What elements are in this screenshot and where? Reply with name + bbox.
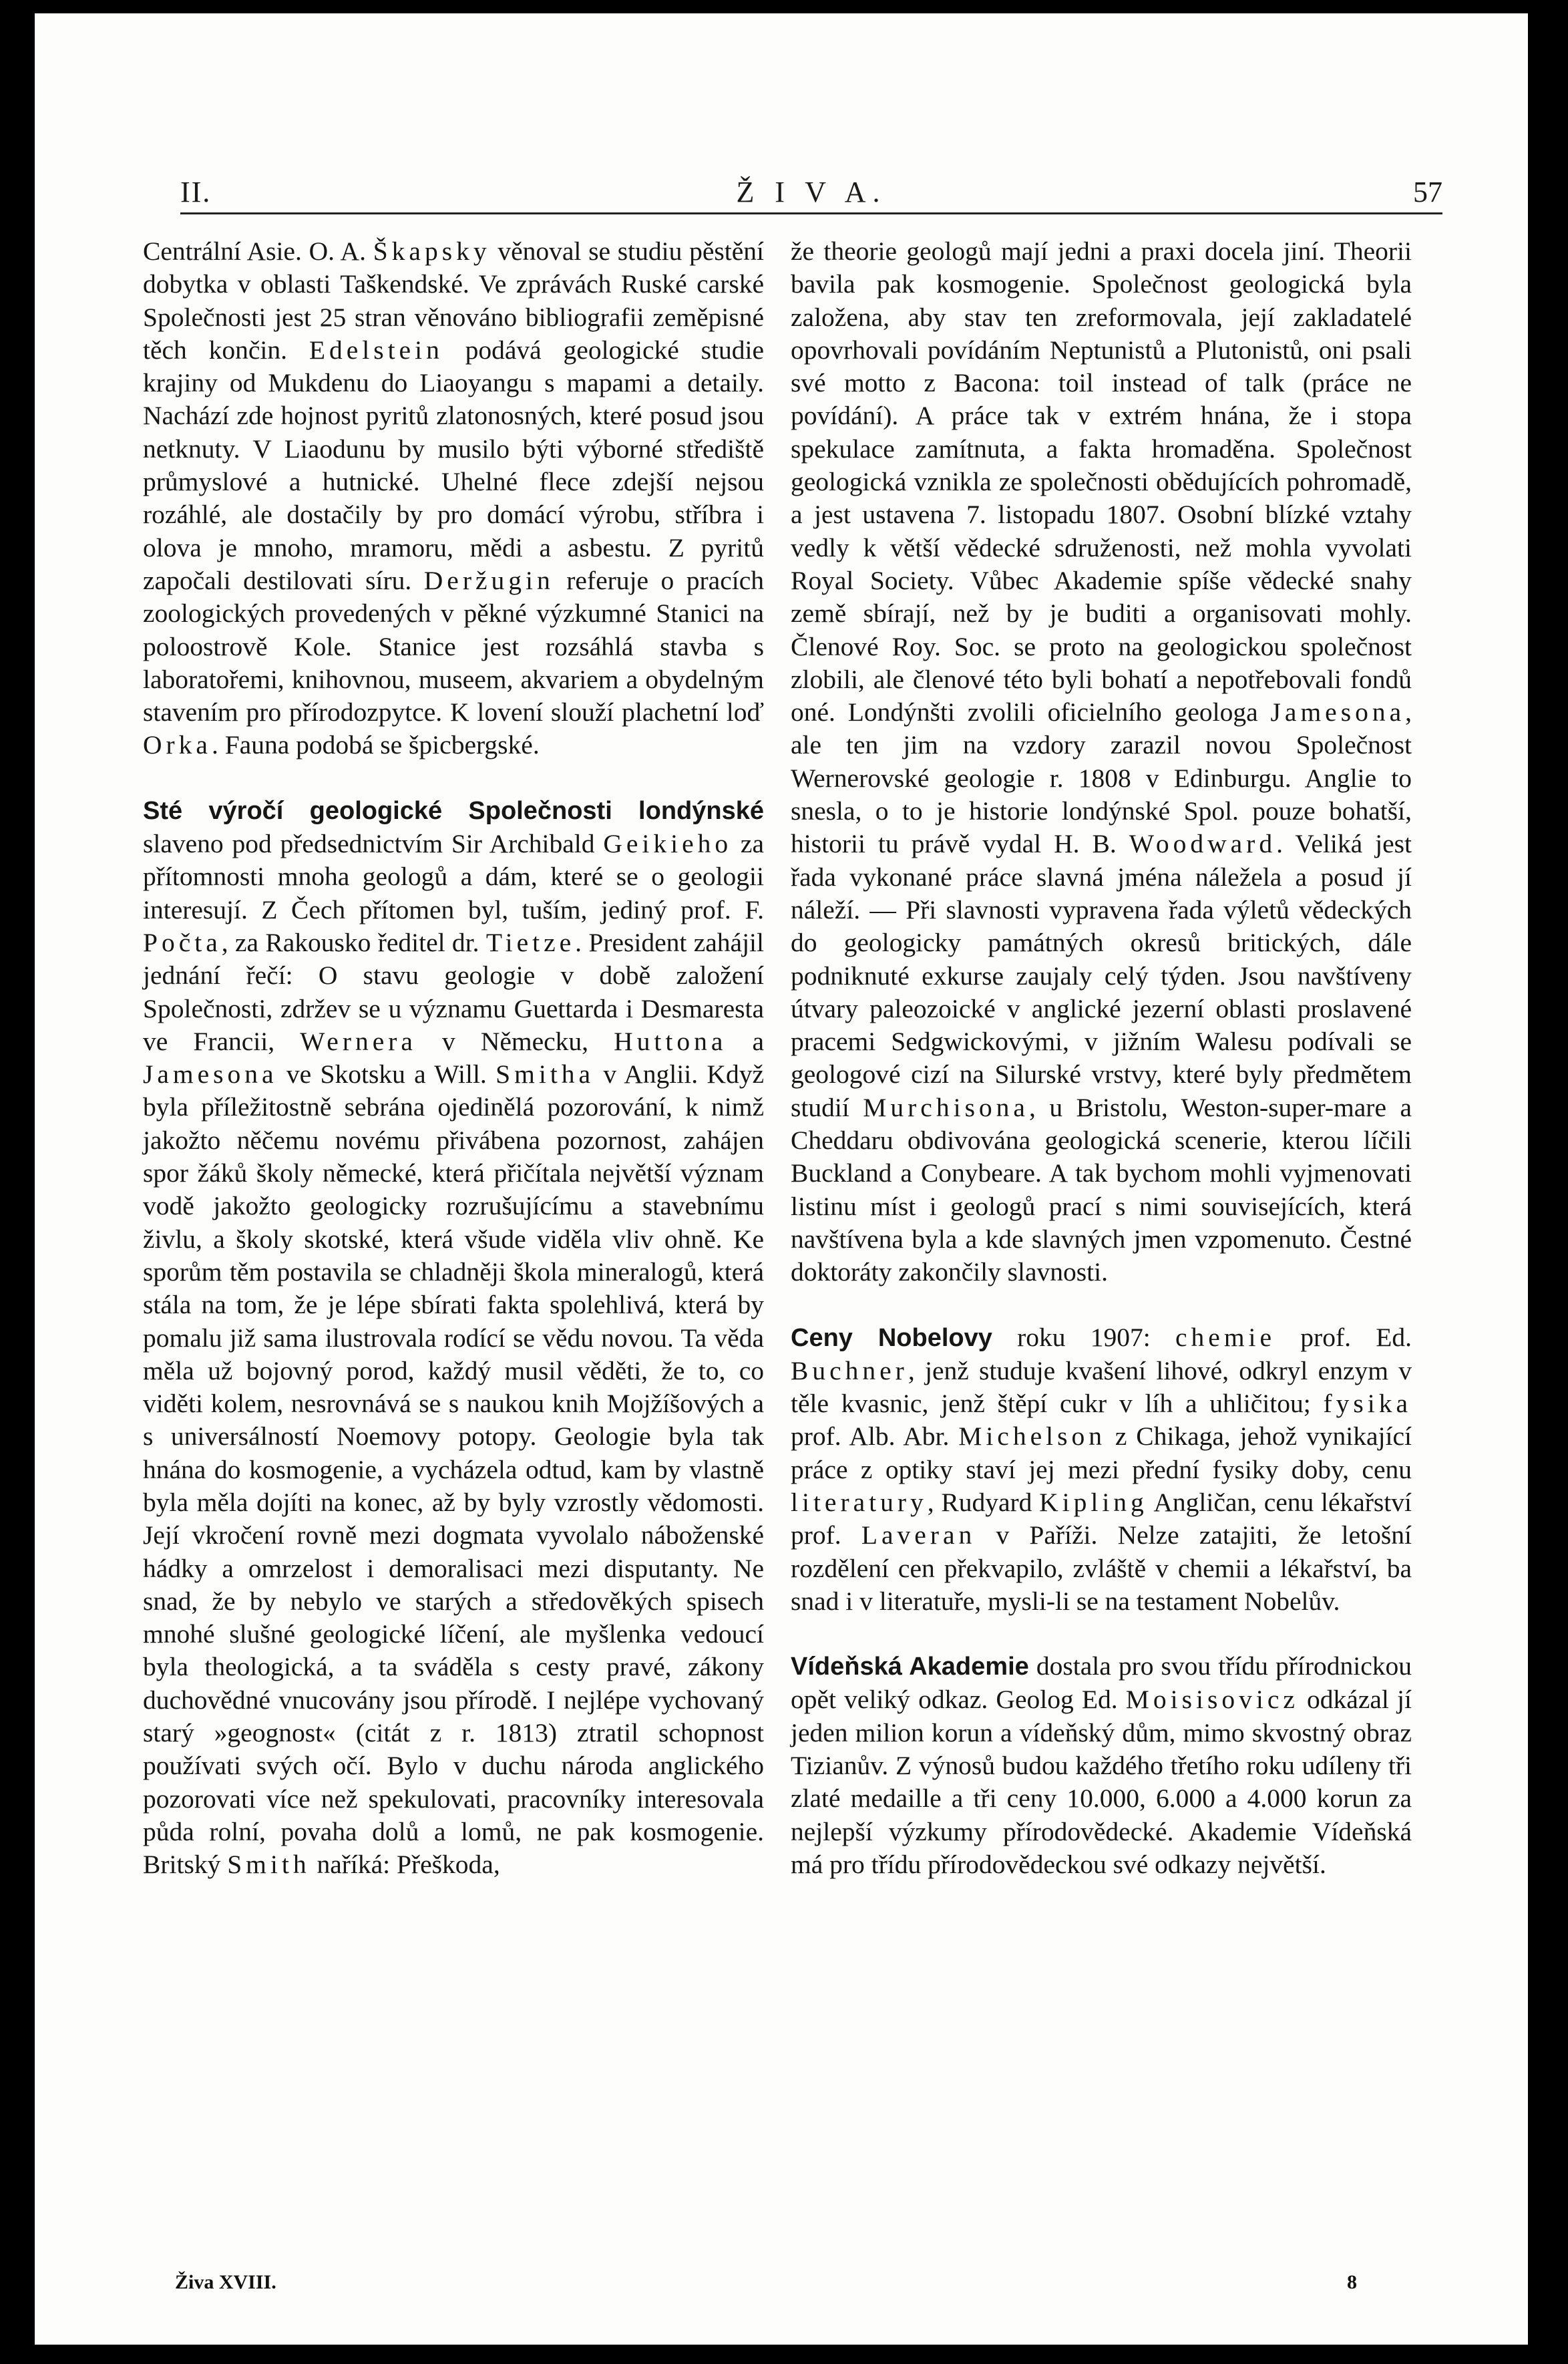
- text-run: , ale ten jim na vzdory zarazil novou Společnost Wernerovské geologie r. 1808 v Edinburgu. Anglie to snesla, o to je historie londýnské Spol. pouze bohatší, historii tu právě vydal H. B.: [791, 697, 1412, 859]
- text-run: ve Skotsku a Will.: [277, 1059, 496, 1089]
- text-run: v Paříži. Nelze zatajiti, že letošní rozdělení cen překvapilo, zvláště v chemii a lékařství, ba snad i v literatuře, mysli-li se na testament Nobelův.: [791, 1520, 1412, 1616]
- text-run: . Veliká jest řada vykonané práce slavná jména náležela a posud jí náleží. — Při slavnosti vypravena řada výletů vědeckých do geologicky památných okresů britických, dále podniknuté exkurse zaujaly celý týden. Jsou navštíveny útvary paleozoické v anglické jezerní oblasti proslavené pracemi Sedgwickovými, v jižním Walesu podívali se geologové cizí na Silurské vrstvy, které byly předmětem studií: [791, 829, 1412, 1122]
- paragraph-nobel-prizes: [791, 1321, 1412, 1619]
- spaced-name: Tietze: [485, 927, 576, 957]
- page: [35, 13, 1528, 2345]
- journal-title: Ž I V A.: [736, 176, 887, 208]
- page-footer: [175, 2271, 1357, 2298]
- spaced-name: Laveran: [861, 1520, 976, 1550]
- text-run: v Anglii. Když byla příležitostně sebrána ojedinělá pozorování, k nimž jakožto něčemu novému přivábena pozornost, zahájen spor žáků školy německé, která přičítala největší význam vodě jakožto geologicky rozrušujícímu a stavebnímu živlu, a školy skotské, která všude viděla vliv ohně. Ke sporům těm postavila se chladněji škola mineralogů, která stála na tom, že je lépe sbírati fakta spolehlivá, která by pomalu již sama ilustrovala rodící se vědu novou. Ta věda měla už bojovný porod, každý musil věděti, že to, co viděti kolem, nesrovnává se s naukou knih Mojžíšových a s universálností Noemovy potopy. Geologie byla tak hnána do kosmogenie, a vycházela odtud, kam by vlastně byla měla dojíti na konec, až by byly vzrostly vědomosti. Její vkročení rovně mezi dogmata vyvolalo náboženské hádky a omrzelost i demoralisaci mezi disputanty. Ne snad, že by nebylo ve starých a středověkých spisech mnohé slušné geologické líčení, ale myšlenka vedoucí byla theologická, a ta sváděla s cesty pravé, zákony duchovědné vnucovány jsou přírodě. I nejlépe vychovaný starý »geognost« (citát z r. 1813) ztratil schopnost používati svých očí. Bylo v duchu národa anglického pozorovati více než spekulovati, pracovníky interesovala půda rolní, povaha dolů a lomů, ne pak kosmogenie. Britský: [143, 1059, 764, 1880]
- printer-signature: Živa XVIII.: [175, 2271, 276, 2293]
- text-run: za přítomnosti mnoha geologů a dám, které se o geologii interesují. Z Čech přítomen byl, tuším, jediný prof. F.: [143, 829, 764, 924]
- text-run: odkázal jí jeden milion korun a vídeňský dům, mimo skvostný obraz Tizianův. Z výnosů budou každého třetího roku udíleny tři zlaté medaille a tři ceny 10.000, 6.000 a 4.000 korun za nejlepší výzkumy přírodovědecké. Akademie Vídeňská má pro třídu přírodovědeckou své odkazy největší.: [791, 1685, 1412, 1879]
- spaced-name: Deržugin: [423, 565, 554, 595]
- spaced-name: Kipling: [1039, 1487, 1148, 1517]
- text-run: Angličan, cenu lékařství prof.: [791, 1487, 1412, 1550]
- spaced-name: Buchner: [791, 1355, 908, 1385]
- spaced-name: literatury: [791, 1487, 928, 1517]
- spaced-name: fysika: [1323, 1389, 1412, 1419]
- text-run: že theorie geologů mají jedni a praxi docela jiní. Theorii bavila pak kosmogenie. Společnost geologická byla založena, aby stav ten zreformovala, její zakladatelé opovrhovali povídáním Neptunistů a Plutonistů, oni psali své motto z Bacona: toil instead of talk (práce ne povídání). A práce tak v extrém hnána, že i stopa spekulace zamítnuta, a fakta hromaděna. Společnost geologická vznikla ze společnosti obědujících pohromadě, a jest ustavena 7. listopadu 1807. Osobní blízké vztahy vedly k větší vědecké sdruženosti, než mohla vyvolati Royal Society. Vůbec Akademie spíše vědecké snahy země sbírají, než by je buditi a organisovati mohly. Členové Roy. Soc. se proto na geologickou společnost zlobili, ale členové této byli bohatí a nepotřebovali fondů oné. Londýnšti zvolili oficielního geologa: [791, 236, 1412, 727]
- text-run: z Chikaga, jehož vynikající práce z optiky staví jej mezi přední fysiky doby, cenu: [791, 1421, 1412, 1484]
- spaced-name: Jamesona: [1270, 697, 1406, 727]
- text-run: , Rudyard: [927, 1487, 1040, 1517]
- spaced-name: chemie: [1175, 1322, 1276, 1352]
- section-heading: Sté výročí geologické Společnosti londýnské: [143, 796, 764, 825]
- spaced-name: Škapsky: [373, 236, 491, 266]
- text-run: . President zahájil jednání řečí: O stavu geologie v době založení Společnosti, zdržev se u významu Guettarda i Desmaresta ve Francii,: [143, 927, 764, 1056]
- paragraph-asia-studies: [143, 235, 764, 762]
- header-rule: [180, 212, 1442, 214]
- spaced-name: Edelstein: [309, 335, 443, 365]
- spaced-name: Geikieho: [603, 829, 733, 859]
- spaced-name: Počta: [143, 927, 222, 957]
- paragraph-vienna-academy: [791, 1650, 1412, 1881]
- running-header: [180, 162, 1442, 208]
- text-run: a: [727, 1026, 764, 1056]
- spaced-name: Smitha: [496, 1059, 595, 1089]
- spaced-name: Woodward: [1129, 829, 1277, 859]
- text-run: roku 1907:: [992, 1322, 1176, 1352]
- text-run: . Fauna podobá se špicbergské.: [211, 730, 540, 760]
- spaced-name: Huttona: [614, 1026, 727, 1056]
- text-run: naříká: Přeškoda,: [310, 1850, 500, 1880]
- right-column: [791, 235, 1412, 1881]
- spaced-name: Michelson: [958, 1421, 1106, 1452]
- spaced-name: Wernera: [300, 1026, 417, 1056]
- section-heading: Ceny Nobelovy: [791, 1323, 992, 1352]
- text-run: , za Rakousko ředitel dr.: [221, 927, 486, 957]
- text-run: věnoval se studiu pěstění dobytka v oblasti Taškendské. Ve zprávách Ruské carské Společnosti jest 25 stran věnováno bibliografii zeměpisné těch končin.: [143, 236, 764, 365]
- spaced-name: Moisisovicz: [1125, 1685, 1299, 1715]
- text-run: podává geologické studie krajiny od Mukdenu do Liaoyangu s mapami a detaily. Nachází zde hojnost pyritů zlatonosných, které posud jsou netknuty. V Liaodunu by musilo býti výborné střediště průmyslové a hutnické. Uhelné flece zdejší nejsou rozáhlé, ale dostačily by pro domácí výrobu, stříbra i olova je mnoho, mramoru, mědi a asbestu. Z pyritů započali destilovati síru.: [143, 335, 765, 595]
- text-run: prof. Alb. Abr.: [791, 1421, 959, 1452]
- text-run: referuje o pracích zoologických provedených v pěkné výzkumné Stanici na poloostrově Kole. Stanice jest rozsáhlá stavba s laboratořemi, knihovnou, museem, akvariem a obydelným stavením pro přírodozpytce. K lovení slouží plachetní loď: [143, 565, 764, 727]
- section-heading: Vídeňská Akademie: [791, 1653, 1029, 1681]
- paragraph-society-history: [791, 235, 1412, 1289]
- text-run: slaveno pod předsednictvím Sir Archibald: [143, 829, 604, 859]
- text-run: prof. Ed.: [1276, 1322, 1412, 1352]
- spaced-name: Orka: [143, 730, 212, 760]
- spaced-name: Smith: [227, 1850, 311, 1880]
- left-column: [143, 235, 764, 1882]
- text-run: Centrální Asie. O. A.: [143, 236, 373, 266]
- text-run: , jenž studuje kvašení lihové, odkryl enzym v těle kvasnic, jenž štěpí cukr v líh a uhličitou;: [791, 1355, 1412, 1419]
- volume-number: II.: [180, 176, 212, 208]
- text-run: v Německu,: [416, 1026, 614, 1056]
- page-number: 57: [1413, 176, 1442, 208]
- text-run: dostala pro svou třídu přírodnickou opět veliký odkaz. Geolog Ed.: [791, 1651, 1412, 1715]
- spaced-name: Jamesona: [143, 1059, 278, 1089]
- sheet-number: 8: [1347, 2271, 1357, 2293]
- spaced-name: Murchisona: [863, 1092, 1029, 1122]
- text-run: , u Bristolu, Weston-super-mare a Cheddaru obdivována geologická scenerie, kterou líčili Buckland a Conybeare. A tak bychom mohli vyjmenovati listinu míst i geologů prací s nimi souvisejících, která navštívena byla a kde slavných jmen vzpomenuto. Čestné doktoráty zakončily slavnosti.: [791, 1092, 1412, 1287]
- paragraph-geological-society-centenary: [143, 794, 764, 1882]
